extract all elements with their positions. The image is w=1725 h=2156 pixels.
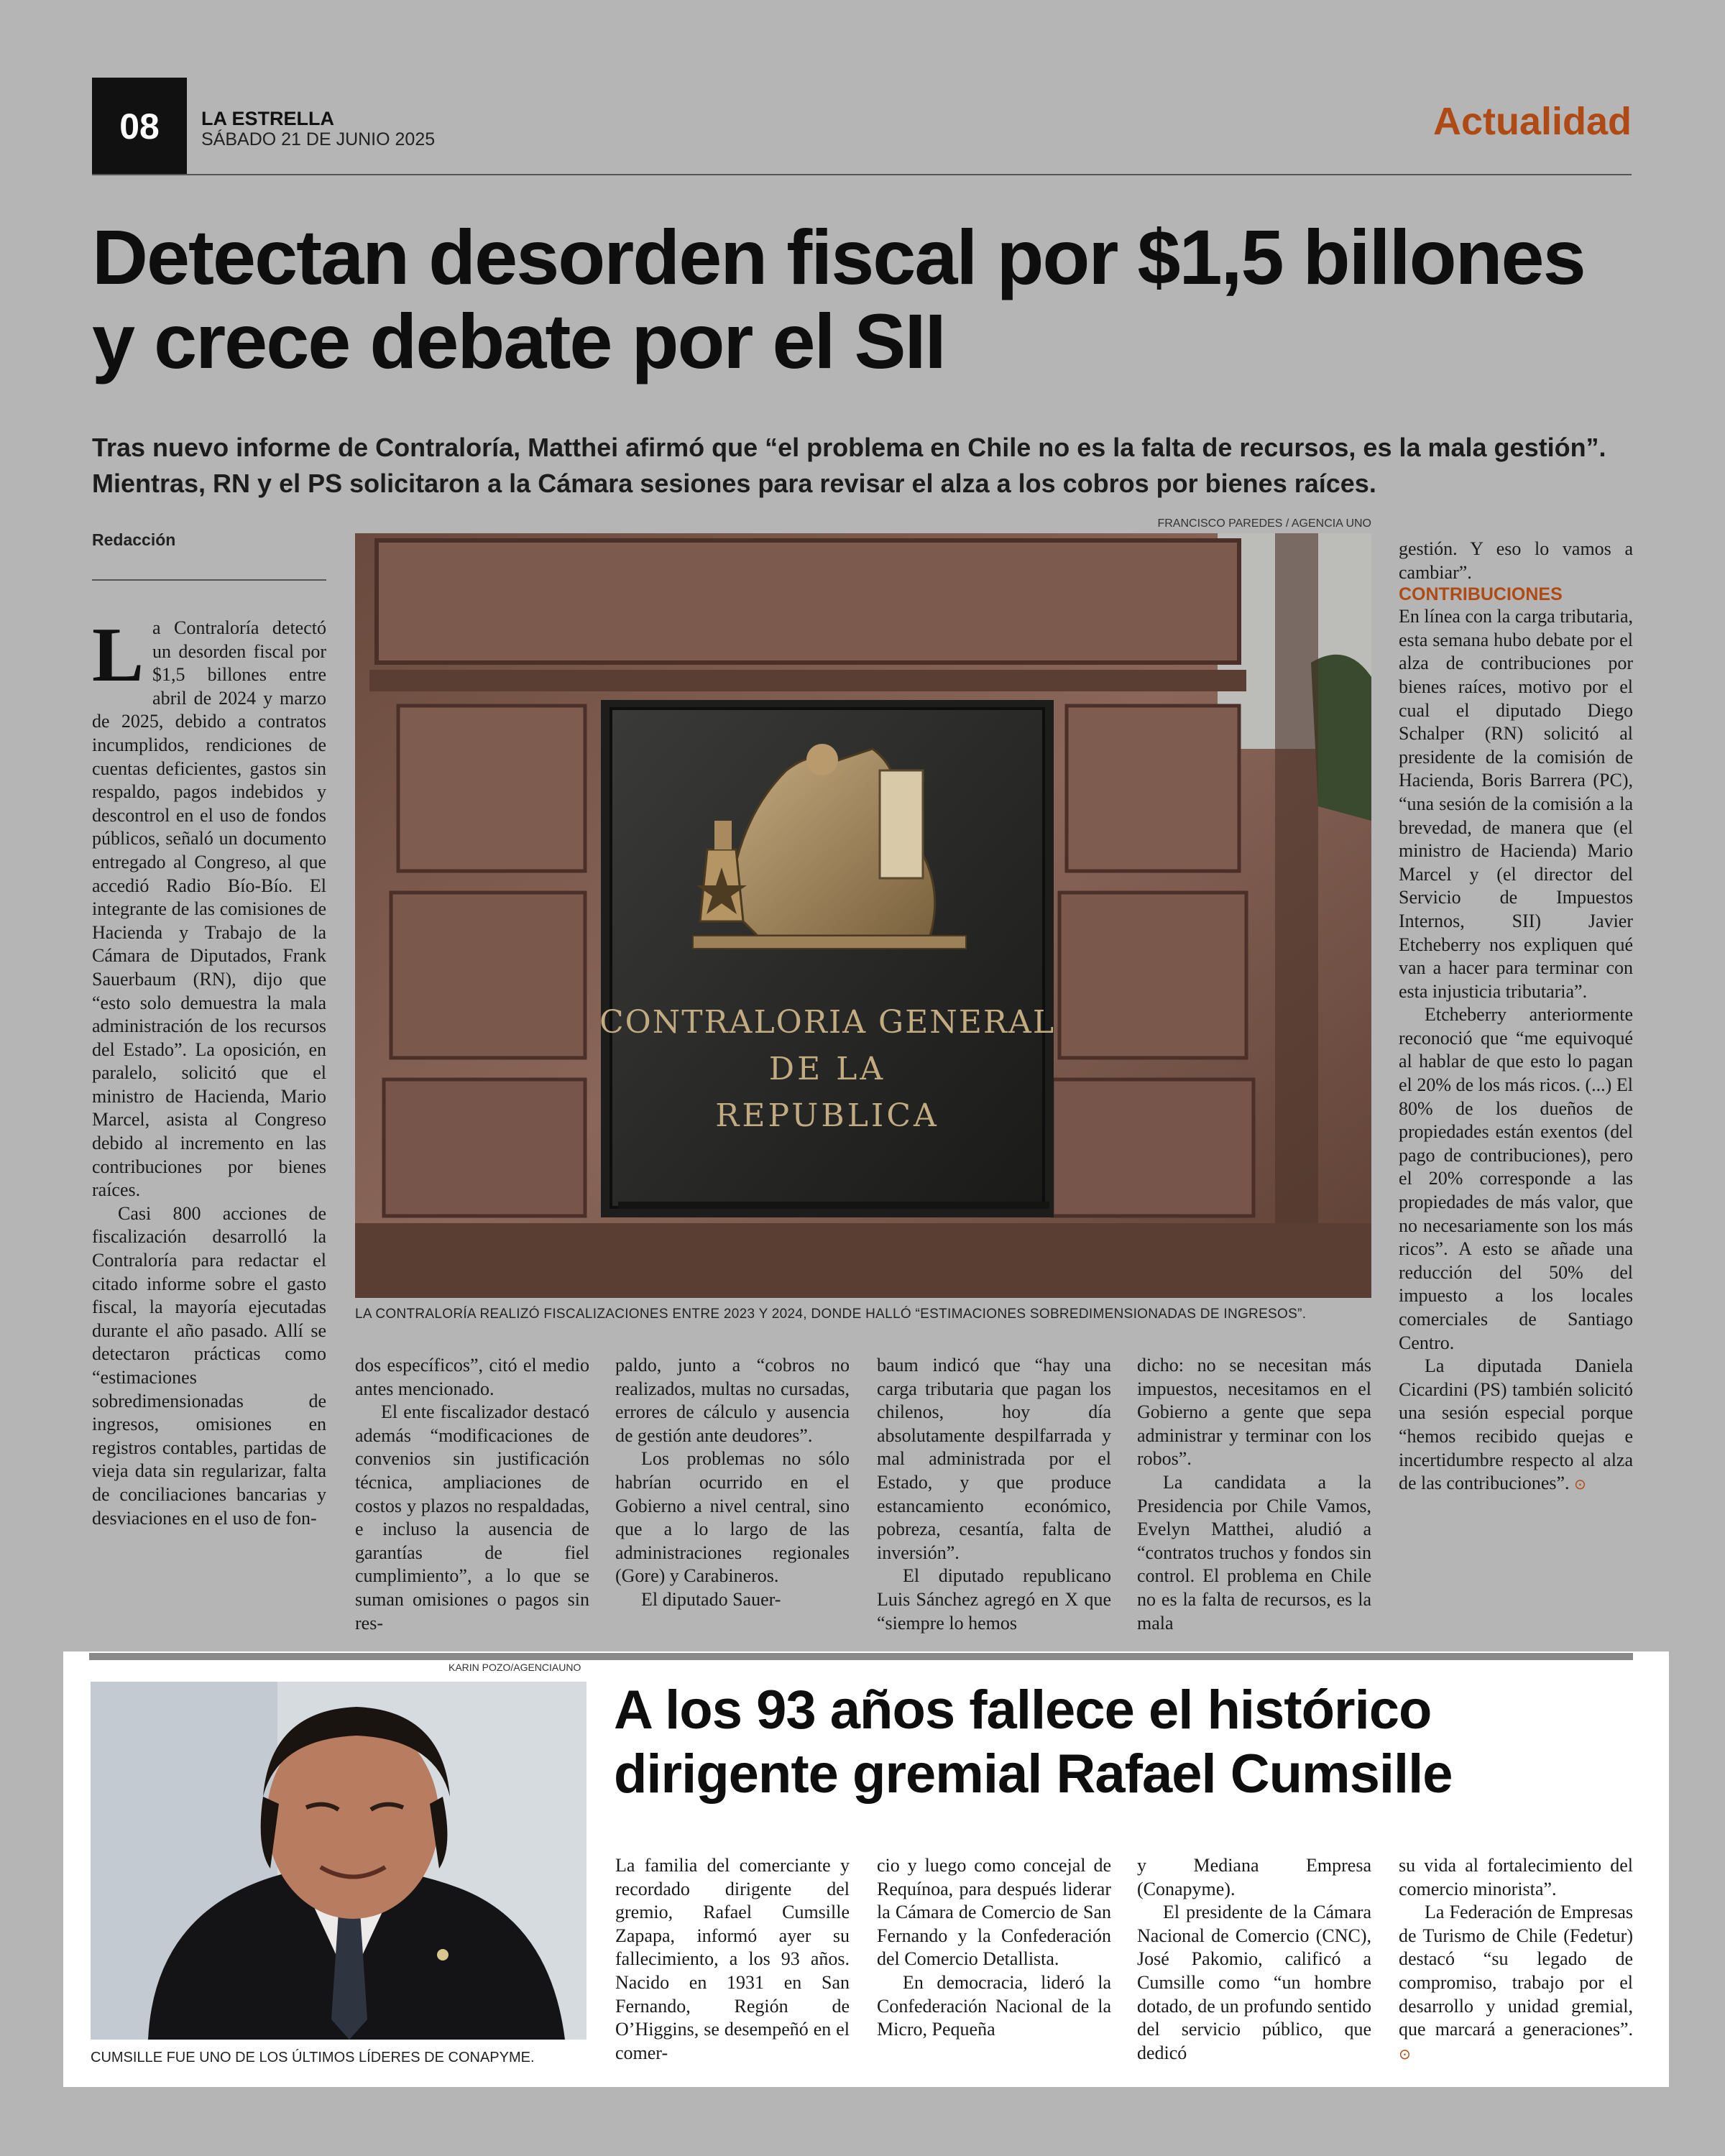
article1-column-6 xyxy=(1399,538,1633,1496)
article1-column-4 xyxy=(877,1354,1111,1635)
cumsille-photo xyxy=(91,1682,586,2040)
end-mark-icon: ⊙ xyxy=(1574,1475,1586,1493)
byline: Redacción xyxy=(92,530,176,549)
main-headline: Detectan desorden fiscal por $1,5 billones y crece debate por el SII xyxy=(92,213,1585,384)
subhead-contribuciones: CONTRIBUCIONES xyxy=(1399,584,1563,605)
article1-col6-p2: En línea con la carga tributaria, esta semana hubo debate por el alza de contribuciones por bienes raíces, motivo por el cual el diputado Diego Schalper (RN) solicitó al presidente de la comisión de Hacienda, Boris Barrera (PC), “una sesión de la comisión a la brevedad, de manera que (el ministro de Hacienda) Mario Marcel y (el director del Servicio de Impuestos Internos, SII) Javier Etcheberry nos expliquen qué van a hacer para terminar con esta injusticia tributaria”. xyxy=(1399,606,1633,1002)
article1-col3-p1: paldo, junto a “cobros no realizados, multas no cursadas, errores de cálculo y ausencia de gestión ante deudores”. xyxy=(615,1355,850,1446)
page-number: 08 xyxy=(92,78,187,175)
article2-col4-p1: su vida al fortalecimiento del comercio minorista”. xyxy=(1399,1855,1633,1899)
cumsille-portrait-image xyxy=(91,1682,586,2040)
article2-col3-p2: El presidente de la Cámara Nacional de Comercio (CNC), José Pakomio, calificó a Cumsille como “un hombre dotado, de un profundo sentido del servicio público, que dedicó xyxy=(1137,1902,1371,2063)
end-mark-icon: ⊙ xyxy=(1399,2045,1411,2063)
article1-col3-p3: El diputado Sauer- xyxy=(641,1588,781,1610)
article1-col6-p4: La diputada Daniela Cicardini (PS) también solicitó una sesión especial porque “hemos recibido quejas e incertidumbre respecto al alza de las contribuciones”. xyxy=(1399,1355,1633,1494)
article2-headline: A los 93 años fallece el histórico dirigente gremial Rafael Cumsille xyxy=(614,1680,1453,1805)
article2-column-3 xyxy=(1137,1854,1371,2065)
article1-col3-p2: Los problemas no sólo habrían ocurrido en el Gobierno a nivel central, sino que a lo largo de las administraciones regionales (Gore) y Carabineros. xyxy=(615,1448,850,1587)
article1-column-5 xyxy=(1137,1354,1371,1635)
article1-col1-p1: a Contraloría detectó un desorden fiscal por $1,5 billones entre abril de 2024 y marzo de 2025, debido a contratos incumplidos, rendiciones de cuentas deficientes, gastos sin respaldo, pagos indebidos y descontrol en el uso de fondos públicos, señaló un documento entregado al Congreso, al que accedió Radio Bío-Bío. El integrante de las comisiones de Hacienda y Trabajo de la Cámara de Diputados, Frank Sauerbaum (RN), dijo que “esto solo demuestra la mala administración de los recursos del Estado”. La oposición, en paralelo, solicitó que el ministro de Hacienda, Mario Marcel, asista al Congreso debido al incremento en las contribuciones por bienes raíces. xyxy=(92,617,326,1201)
main-deck: Tras nuevo informe de Contraloría, Matthei afirmó que “el problema en Chile no es la falta de recursos, es la mala gestión”. Mientras, RN y el PS solicitaron a la Cámara sesiones para revisar el alza a los cobros por bienes raíces. xyxy=(92,433,1606,499)
publication-date: SÁBADO 21 DE JUNIO 2025 xyxy=(201,129,436,149)
section-label: Actualidad xyxy=(1432,100,1632,143)
article2-col4-p2: La Federación de Empresas de Turismo de Chile (Fedetur) destacó “su legado de compromiso, trabajo por el desarrollo y unidad gremial, que marcará a generaciones”. xyxy=(1399,1902,1633,2040)
article2-col1: La familia del comerciante y recordado dirigente del gremio, Rafael Cumsille Zapapa, informó ayer su fallecimiento, a los 93 años. Nacido en 1931 en San Fernando, Región de O’Higgins, se desempeñó en el comer- xyxy=(615,1855,850,2063)
article1-col5-p1: dicho: no se necesitan más impuestos, necesitamos en el Gobierno a gente que sepa administrar y terminar con los robos”. xyxy=(1137,1355,1371,1470)
article2-col3-p1: y Mediana Empresa (Conapyme). xyxy=(1137,1855,1371,1899)
plaque-line-3: REPUBLICA xyxy=(715,1097,939,1134)
header-divider xyxy=(92,174,1632,175)
article2-column-1 xyxy=(615,1854,850,2065)
article1-column-2 xyxy=(355,1354,589,1635)
photo-credit: FRANCISCO PAREDES / AGENCIA UNO xyxy=(1157,517,1371,530)
photo2-caption: CUMSILLE FUE UNO DE LOS ÚLTIMOS LÍDERES DE CONAPYME. xyxy=(91,2050,535,2065)
article2-col2-p1: cio y luego como concejal de Requínoa, para después liderar la Cámara de Comercio de San Fernando y la Confederación del Comercio Detallista. xyxy=(877,1855,1111,1970)
article1-col6-p3: Etcheberry anteriormente reconoció que “me equivoqué al hablar de que esto lo pagan el 20% de los más ricos. (...) El 80% de los dueños de propiedades están exentos (del pago de contribuciones), pero el 20% corresponde a las propiedades de más valor, que no necesariamente son los más ricos”. A esto se añade una reducción del 50% del impuesto a los locales comerciales de Santiago Centro. xyxy=(1399,1004,1633,1353)
photo2-credit: KARIN POZO/AGENCIAUNO xyxy=(448,1662,581,1673)
article2-column-2 xyxy=(877,1854,1111,2042)
article1-col2-p2: El ente fiscalizador destacó además “modificaciones de convenios sin justificación técnica, ampliaciones de costos y plazos no respaldadas, e incluso la ausencia de garantías de fiel cumplimiento”, a lo que se suman omisiones o pagos sin res- xyxy=(355,1401,589,1634)
article1-col4-p2: El diputado republicano Luis Sánchez agregó en X que “siempre lo hemos xyxy=(877,1565,1111,1634)
newspaper-name: LA ESTRELLA xyxy=(201,108,334,129)
article1-col2-p1: dos específicos”, citó el medio antes mencionado. xyxy=(355,1355,589,1399)
photo-caption: LA CONTRALORÍA REALIZÓ FISCALIZACIONES ENTRE 2023 Y 2024, DONDE HALLÓ “ESTIMACIONES SOBREDIMENSIONADAS DE INGRESOS”. xyxy=(355,1307,1307,1322)
contraloria-building-image xyxy=(355,533,1371,1298)
plaque-line-1: CONTRALORIA GENERAL xyxy=(599,1004,1056,1041)
article1-column-1 xyxy=(92,612,326,1530)
contraloria-photo xyxy=(355,533,1371,1298)
article1-col1-p2: Casi 800 acciones de fiscalización desarrolló la Contraloría para redactar el citado informe sobre el gasto fiscal, la mayoría ejecutadas durante el año pasado. Allí se detectaron prácticas como “estimaciones sobredimensionadas de ingresos, omisiones en registros contables, partidas de vieja data sin regularizar, falta de conciliaciones bancarias y desviaciones en el uso de fon- xyxy=(92,1202,326,1529)
article1-col6-p1: gestión. Y eso lo vamos a cambiar”. xyxy=(1399,538,1633,583)
article2-top-rule xyxy=(89,1653,1633,1660)
article2-column-4 xyxy=(1399,1854,1633,2065)
article1-col4-p1: baum indicó que “hay una carga tributaria que pagan los chilenos, hoy día absolutamente despilfarrada y mal administrada por el Estado, y que produce estancamiento económico, pobreza, cesantía, falta de inversión”. xyxy=(877,1355,1111,1563)
article1-col5-p2: La candidata a la Presidencia por Chile Vamos, Evelyn Matthei, aludió a “contratos truchos y fondos sin control. El problema en Chile no es la falta de recursos, es la mala xyxy=(1137,1471,1371,1634)
byline-divider xyxy=(92,579,326,581)
plaque-line-2: DE LA xyxy=(768,1051,886,1087)
article1-column-3 xyxy=(615,1354,850,1612)
drop-cap: L xyxy=(92,612,144,698)
article2-col2-p2: En democracia, lideró la Confederación Nacional de la Micro, Pequeña xyxy=(877,1971,1111,2040)
